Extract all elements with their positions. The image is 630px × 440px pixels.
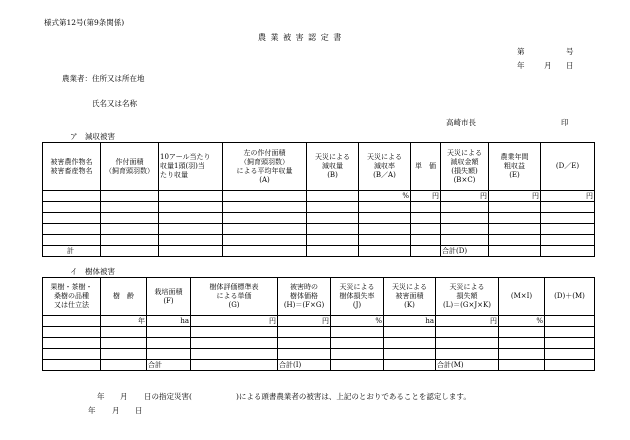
unit-row — [43, 316, 595, 327]
number-dai: 第 — [517, 47, 525, 56]
header-mxi: (M×I) — [499, 278, 545, 316]
table-row — [43, 202, 595, 213]
date-year: 年 — [517, 61, 525, 70]
unit-cell: 円 — [411, 191, 441, 202]
unit-cell — [159, 191, 223, 202]
table-row — [43, 327, 595, 338]
unit-cell — [307, 191, 359, 202]
footer-year-2: 年 — [88, 406, 96, 415]
total-row — [43, 360, 595, 371]
unit-cell: ha — [384, 316, 436, 327]
header-variety: 果樹・茶樹・ 桑樹の品種 又は仕立法 — [43, 278, 101, 316]
table-row — [43, 349, 595, 360]
header-gross-income: 農業年間 粗収益 (E) — [489, 143, 541, 191]
applicant-name: 氏名又は名称 — [92, 99, 137, 108]
mayor: 高崎市長 — [446, 118, 476, 127]
header-crop-name: 被害農作物名 被害畜産物名 — [43, 143, 101, 191]
seal: 印 — [561, 118, 569, 127]
header-loss-quantity: 天災による 減収量 (B) — [307, 143, 359, 191]
header-average-yield: 左の作付面積 （飼育頭羽数） による平均年収量 (A) — [223, 143, 307, 191]
footer-month: 月 — [120, 392, 128, 401]
header-ratio-de: (D／E) — [541, 143, 595, 191]
unit-cell: % — [499, 316, 545, 327]
header-tree-value: 被害時の 樹体価格 (H)＝(F×G) — [278, 278, 331, 316]
unit-cell: 円 — [436, 316, 499, 327]
unit-cell: 円 — [541, 191, 595, 202]
footer-day-2: 日 — [135, 406, 143, 415]
header-tree-loss-rate: 天災による 樹体損失率 (J) — [331, 278, 384, 316]
tree-damage-table — [42, 277, 595, 371]
unit-cell: 円 — [489, 191, 541, 202]
subtotal-d-label: 合計(D) — [441, 246, 489, 257]
header-tree-age: 樹 齢 — [101, 278, 147, 316]
total-label: 計 — [43, 246, 101, 257]
date-day: 日 — [566, 61, 574, 70]
header-d-plus-m: (D)＋(M) — [545, 278, 595, 316]
footer-text: )による頭書農業者の被害は、上記のとおりであることを認定します。 — [236, 392, 471, 401]
unit-cell: 円 — [278, 316, 331, 327]
unit-cell — [545, 316, 595, 327]
table-row — [43, 224, 595, 235]
unit-cell: ha — [147, 316, 191, 327]
unit-cell — [43, 316, 101, 327]
table-header-row — [43, 278, 595, 316]
table-row — [43, 235, 595, 246]
applicant-address: 農業者：住所又は所在地 — [62, 74, 145, 83]
header-loss-amount: 天災による 減収金額 (損失額) (B×C) — [441, 143, 489, 191]
form-label: 様式第12号(第9条関係) — [44, 18, 125, 27]
unit-cell: % — [359, 191, 411, 202]
table-row — [43, 213, 595, 224]
footer-year: 年 — [97, 392, 105, 401]
header-standard-price: 樹体評価標準表 による単価 (G) — [191, 278, 278, 316]
unit-cell: % — [331, 316, 384, 327]
table-header-row — [43, 143, 595, 191]
footer-month-2: 月 — [112, 406, 120, 415]
unit-cell: 円 — [441, 191, 489, 202]
crop-loss-table — [42, 142, 595, 257]
unit-cell — [223, 191, 307, 202]
total-i-label: 合計(I) — [278, 360, 331, 371]
unit-cell — [101, 191, 159, 202]
table-row — [43, 338, 595, 349]
section-b-title: イ 樹体被害 — [70, 267, 115, 276]
date-month: 月 — [544, 61, 552, 70]
section-a-title: ア 減収被害 — [70, 132, 115, 141]
total-label: 合計 — [147, 360, 191, 371]
unit-cell: 年 — [101, 316, 147, 327]
unit-row — [43, 191, 595, 202]
number-go: 号 — [566, 47, 574, 56]
header-loss-value: 天災による 損失額 (L)＝(G×J×K) — [436, 278, 499, 316]
header-yield-per-10a: 10アール当たり 収量1頭(羽)当 たり収量 — [159, 143, 223, 191]
footer-day: 日の指定災害( — [144, 392, 192, 401]
total-m-label: 合計(M) — [436, 360, 499, 371]
document-title: 農 業 被 害 認 定 書 — [258, 33, 343, 42]
header-damaged-area: 天災による 被害面積 (K) — [384, 278, 436, 316]
header-unit-price: 単 価 — [411, 143, 441, 191]
unit-cell: 円 — [191, 316, 278, 327]
header-loss-rate: 天災による 減収率 (B／A) — [359, 143, 411, 191]
header-cultivation-area: 栽培面積 (F) — [147, 278, 191, 316]
total-row — [43, 246, 595, 257]
header-planted-area: 作付面積 （飼育頭羽数） — [101, 143, 159, 191]
unit-cell — [43, 191, 101, 202]
